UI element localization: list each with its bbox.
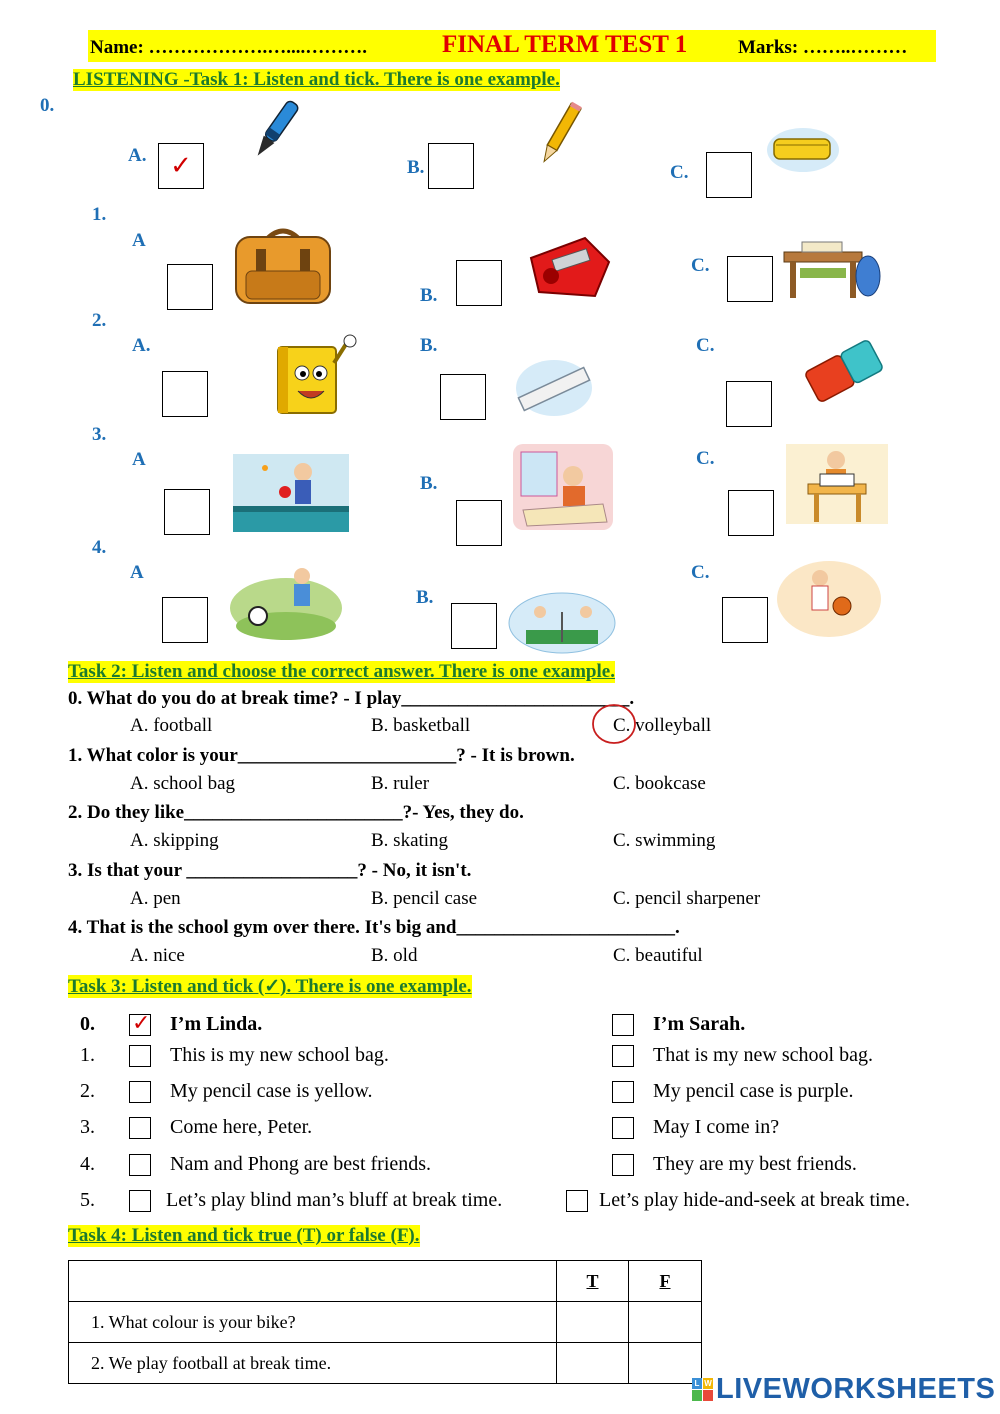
task2-q3-opt-c[interactable]: C. pencil sharpener (613, 888, 761, 909)
item2-box-c[interactable] (726, 381, 772, 427)
pencil-case-icon (766, 125, 840, 175)
item1-box-c[interactable] (727, 256, 773, 302)
column-true-label: T (586, 1270, 599, 1291)
task3-row3-right: May I come in? (653, 1116, 780, 1138)
task2-q0-opt-b[interactable]: B. basketball (371, 715, 471, 736)
tick-mark: ✓ (132, 1010, 151, 1035)
football-icon (230, 560, 342, 642)
example-label-b: B. (407, 157, 425, 178)
task3-row2-left-checkbox[interactable] (129, 1081, 151, 1103)
task3-row1-number: 1. (80, 1044, 95, 1066)
drawing-icon (513, 444, 613, 530)
task3-row5-number: 5. (80, 1189, 95, 1211)
chess-icon (786, 444, 888, 524)
task2-q4: 4. That is the school gym over there. It's big and_______________________. (68, 917, 680, 938)
column-true (557, 1261, 629, 1302)
task3-row0-left-checkbox[interactable] (129, 1010, 151, 1036)
pencil-sharpener-icon (525, 232, 615, 302)
task3-row2-number: 2. (80, 1080, 95, 1102)
task3-row5-left-checkbox[interactable] (129, 1190, 151, 1212)
task3-row4-right: They are my best friends. (653, 1153, 857, 1175)
table-row (69, 1343, 702, 1384)
task2-q4-opt-c[interactable]: C. beautiful (613, 945, 703, 966)
task3-row1-left: This is my new school bag. (170, 1044, 389, 1066)
item4-box-a[interactable] (162, 597, 208, 643)
pen-icon (240, 95, 310, 165)
task3-row4-right-checkbox[interactable] (612, 1154, 634, 1176)
task2-q4-opt-b[interactable]: B. old (371, 945, 418, 966)
example-number: 0. (40, 95, 55, 116)
item1-box-b[interactable] (456, 260, 502, 306)
item1-label-a: A (132, 230, 146, 251)
eraser-icon (800, 336, 888, 406)
task2-q0-opt-c[interactable]: C. volleyball (613, 715, 712, 736)
row2-false-cell[interactable] (629, 1343, 702, 1384)
task2-q1-opt-c[interactable]: C. bookcase (613, 773, 706, 794)
logo-letter-l: L (692, 1378, 702, 1389)
row1-true-cell[interactable] (557, 1302, 629, 1343)
task2-q2-opt-b[interactable]: B. skating (371, 830, 449, 851)
item4-box-b[interactable] (451, 603, 497, 649)
task3-title: Task 3: Listen and tick (✓). There is one example. (68, 976, 472, 997)
task2-title: Task 2: Listen and choose the correct answer. There is one example. (68, 661, 615, 682)
row1-false-cell[interactable] (629, 1302, 702, 1343)
task2-q3-opt-b[interactable]: B. pencil case (371, 888, 478, 909)
table-header-blank (69, 1261, 557, 1302)
task2-q2-opt-a[interactable]: A. skipping (130, 830, 219, 851)
table-row (69, 1302, 702, 1343)
item2-number: 2. (92, 310, 107, 331)
example-label-c: C. (670, 162, 689, 183)
marks-label: Marks: ……..……… (738, 37, 908, 58)
task4-title: Task 4: Listen and tick true (T) or false (F). (68, 1225, 420, 1246)
answer-circle (590, 702, 640, 746)
item2-box-a[interactable] (162, 371, 208, 417)
table-tennis-icon (233, 454, 349, 532)
task2-q2: 2. Do they like_______________________?- Yes, they do. (68, 802, 524, 823)
task2-q1-opt-a[interactable]: A. school bag (130, 773, 236, 794)
test-title: FINAL TERM TEST 1 (442, 31, 688, 58)
item2-label-b: B. (420, 335, 438, 356)
task2-q0: 0. What do you do at break time? - I play________________________. (68, 688, 635, 709)
item1-number: 1. (92, 204, 107, 225)
liveworksheets-logo (692, 1378, 714, 1402)
statement-1: 1. What colour is your bike? (69, 1302, 557, 1343)
name-label: Name: ……………….…....………. (90, 37, 368, 58)
task3-row2-right: My pencil case is purple. (653, 1080, 854, 1102)
item3-label-c: C. (696, 448, 715, 469)
liveworksheets-brand: LIVEWORKSHEETS (716, 1373, 996, 1405)
item1-label-b: B. (420, 285, 438, 306)
item2-label-a: A. (132, 335, 151, 356)
task2-q1-opt-b[interactable]: B. ruler (371, 773, 430, 794)
task3-row5-right: Let’s play hide-and-seek at break time. (599, 1189, 910, 1211)
task3-row4-left-checkbox[interactable] (129, 1154, 151, 1176)
column-false-label: F (659, 1270, 671, 1291)
task3-row0-number: 0. (80, 1013, 95, 1035)
pencil-icon (530, 100, 590, 170)
task3-row0-left: I’m Linda. (170, 1013, 263, 1035)
badminton-icon (508, 590, 616, 656)
book-icon (272, 333, 362, 417)
basketball-icon (776, 558, 882, 640)
task1-title: LISTENING -Task 1: Listen and tick. There is one example. (73, 69, 560, 90)
item4-label-b: B. (416, 587, 434, 608)
example-box-a[interactable] (158, 143, 204, 189)
task3-row5-left: Let’s play blind man’s bluff at break time. (166, 1189, 503, 1211)
task3-row1-left-checkbox[interactable] (129, 1045, 151, 1067)
task3-row0-right: I’m Sarah. (653, 1013, 746, 1035)
task2-q1: 1. What color is your_______________________? - It is brown. (68, 745, 575, 766)
example-label-a: A. (128, 145, 147, 166)
task3-row3-right-checkbox[interactable] (612, 1117, 634, 1139)
true-false-table (68, 1260, 702, 1384)
task3-row2-right-checkbox[interactable] (612, 1081, 634, 1103)
item3-label-b: B. (420, 473, 438, 494)
item1-box-a[interactable] (167, 264, 213, 310)
ruler-icon (514, 358, 594, 418)
task2-q3: 3. Is that your __________________? - No, it isn't. (68, 860, 472, 881)
example-box-c[interactable] (706, 152, 752, 198)
column-false (629, 1261, 702, 1302)
task3-row3-left-checkbox[interactable] (129, 1117, 151, 1139)
example-box-b[interactable] (428, 143, 474, 189)
task3-row4-number: 4. (80, 1153, 95, 1175)
item4-box-c[interactable] (722, 597, 768, 643)
item1-label-c: C. (691, 255, 710, 276)
task3-row0-right-checkbox[interactable] (612, 1014, 634, 1036)
item2-box-b[interactable] (440, 374, 486, 420)
item4-number: 4. (92, 537, 107, 558)
item2-label-c: C. (696, 335, 715, 356)
task3-row1-right: That is my new school bag. (653, 1044, 873, 1066)
item4-label-a: A (130, 562, 144, 583)
task3-row1-right-checkbox[interactable] (612, 1045, 634, 1067)
item3-box-a[interactable] (164, 489, 210, 535)
logo-block-green (692, 1390, 702, 1401)
item3-box-b[interactable] (456, 500, 502, 546)
item3-box-c[interactable] (728, 490, 774, 536)
task2-q2-opt-c[interactable]: C. swimming (613, 830, 716, 851)
row2-true-cell[interactable] (557, 1343, 629, 1384)
tick-mark: ✓ (170, 151, 192, 180)
task3-row2-left: My pencil case is yellow. (170, 1080, 373, 1102)
item3-label-a: A (132, 449, 146, 470)
item3-number: 3. (92, 424, 107, 445)
task3-row5-right-checkbox[interactable] (566, 1190, 588, 1212)
logo-letter-w: W (704, 1379, 712, 1388)
task3-row3-left: Come here, Peter. (170, 1116, 313, 1138)
statement-2: 2. We play football at break time. (69, 1343, 557, 1384)
task3-row4-left: Nam and Phong are best friends. (170, 1153, 432, 1175)
task2-q0-opt-a[interactable]: A. football (130, 715, 213, 736)
task2-q4-opt-a[interactable]: A. nice (130, 945, 185, 966)
school-bag-icon (232, 225, 334, 307)
task3-row3-number: 3. (80, 1116, 95, 1138)
task2-q3-opt-a[interactable]: A. pen (130, 888, 181, 909)
item4-label-c: C. (691, 562, 710, 583)
logo-block-red (703, 1390, 713, 1401)
bookcase-icon (780, 238, 882, 300)
